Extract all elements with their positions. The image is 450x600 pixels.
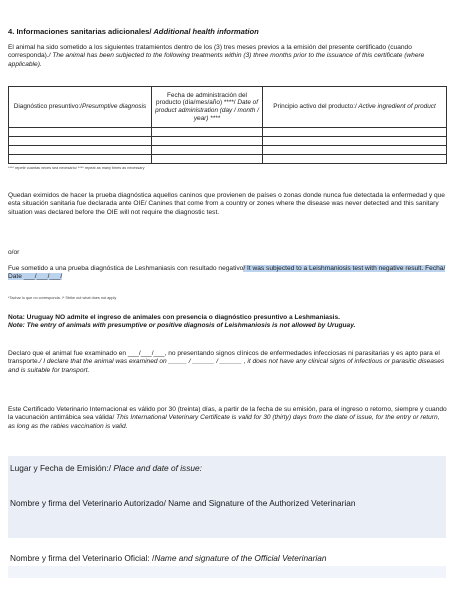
section-title-en: Additional health information — [151, 27, 259, 36]
entry-note — [8, 314, 448, 331]
table-row — [9, 128, 447, 137]
note-es: Nota: Uruguay NO admite el ingreso de animales con presencia o diagnóstico presuntivo a Leshmaniasis. — [8, 314, 340, 321]
section-title-es: 4. Informaciones sanitarias adicionales/ — [8, 27, 152, 36]
table-cell[interactable] — [9, 155, 152, 164]
validity-paragraph — [8, 406, 448, 431]
treatment-table — [8, 86, 447, 164]
treatment-table-header — [9, 87, 447, 128]
table-cell[interactable] — [9, 128, 152, 137]
col-active-ingredient: Principio activo del producto:/ Active ingredient of product — [263, 87, 447, 128]
section-title — [8, 27, 259, 36]
examination-declaration — [8, 350, 448, 375]
declaro-es: Declaro que el animal fue examinado en ___/___/___, no presentando signos clínicos de enfermedades infecciosas ni parasitarias y es apto para el transporte. — [8, 350, 440, 366]
leish-en-highlight: / It was subjected to a Leishmaniosis test with negative result. Fecha/ Date ___/___/___/ — [8, 265, 446, 281]
exemption-paragraph: Quedan eximidos de hacer la prueba diagnóstica aquellos caninos que provienen de países o zonas donde nunca fue detectada la enfermedad y que esta situación sanitaria fue declarada ante OIE/ Canines that come from a country or zones where the disease was never detected and this sanitary situation was declared before the OIE will not require the diagnostic test. — [8, 192, 445, 216]
or-separator: o/or — [8, 249, 20, 256]
table-cell[interactable] — [152, 155, 263, 164]
intro-es: El animal ha sido sometido a los siguientes tratamientos dentro de los (3) tres meses previos a la emisión del presente certificado (cuando corresponda). — [8, 44, 412, 60]
table-row — [9, 146, 447, 155]
authorized-vet-label: Nombre y firma del Veterinario Autorizado/ Name and Signature of the Authorized Veterinarian — [10, 498, 356, 508]
leish-es: Fue sometido a una prueba diagnóstica de Leshmaniasis con resultado negativo — [8, 265, 244, 272]
col-date: Fecha de administración del producto (día/mes/año) ****/ Date of product administration (day / month / year) **** — [152, 87, 263, 128]
intro-en: / The animal has been subjected to the following treatments within (3) three months prior to the issuance of this certificate (where applicable). — [8, 52, 425, 68]
table-cell[interactable] — [152, 137, 263, 146]
place-date-label: Lugar y Fecha de Emisión:/ Place and date of issue: — [10, 463, 202, 473]
col-diagnosis: Diagnóstico presuntivo:/Presumptive diagnosis — [9, 87, 152, 128]
strike-note: *Tachar lo que no corresponda. /* Strike out what does not apply — [8, 296, 117, 300]
table-cell[interactable] — [152, 128, 263, 137]
table-cell[interactable] — [9, 137, 152, 146]
table-row — [9, 137, 447, 146]
leishmaniasis-test — [8, 265, 448, 282]
table-footnote: **** repetir cuantas veces sea necesario/ **** repeat as many times as necessary — [8, 166, 145, 170]
note-en: Note: The entry of animals with presumptive or positive diagnosis of Leishmaniosis is not allowed by Uruguay. — [8, 322, 356, 330]
table-cell[interactable] — [9, 146, 152, 155]
validity-en: This International Veterinary Certificate is valid for 30 (thirty) days from the date of issue, for the entry or return, as long as the rabies vaccination is valid. — [8, 414, 440, 430]
table-cell[interactable] — [263, 146, 447, 155]
table-cell[interactable] — [152, 146, 263, 155]
validity-es: Este Certificado Veterinario Internacional es válido por 30 (treinta) días, a partir de la fecha de su emisión, para el ingreso o retorno, siempre y cuando la vacunación antirrábica sea válida/ — [8, 406, 447, 422]
table-cell[interactable] — [263, 128, 447, 137]
official-vet-label: Nombre y firma del Veterinario Oficial: /Name and signature of the Official Veterinarian — [10, 553, 327, 563]
authorized-vet-field[interactable] — [8, 486, 446, 538]
table-cell[interactable] — [263, 137, 447, 146]
official-vet-field[interactable] — [8, 566, 446, 578]
table-cell[interactable] — [263, 155, 447, 164]
intro-paragraph — [8, 44, 446, 69]
declaro-en: / I declare that the animal was examined on _____ / ______ / ______ , it does not have any clinical signs of infectious or parasitic diseases and is suitable for transport. — [8, 358, 445, 374]
table-row — [9, 155, 447, 164]
